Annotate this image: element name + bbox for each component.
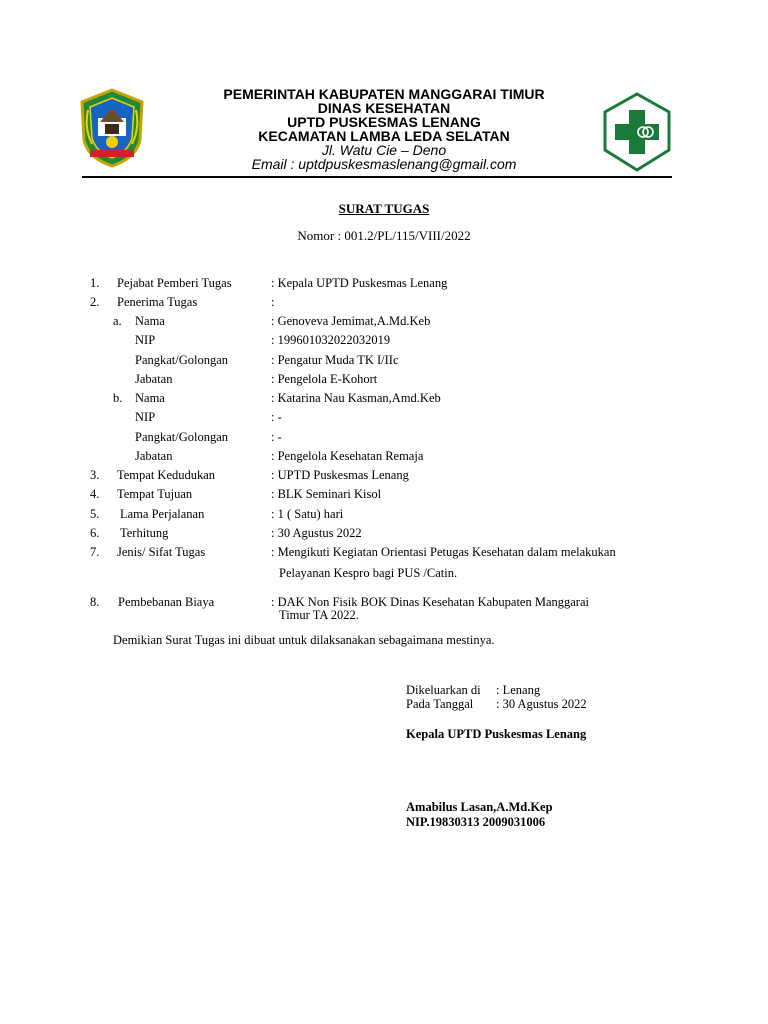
item-label: Tempat Tujuan <box>117 487 193 501</box>
field-value: : Pengatur Muda TK I/IIc <box>271 353 399 367</box>
field-label: NIP <box>135 410 156 424</box>
signer-name: Amabilus Lasan,A.Md.Kep <box>406 800 553 814</box>
field-value: : Katarina Nau Kasman,Amd.Keb <box>271 391 441 405</box>
document-number: Nomor : 001.2/PL/115/VIII/2022 <box>297 228 471 243</box>
item-label: Tempat Kedudukan <box>117 468 216 482</box>
item-number: 7. <box>90 545 100 559</box>
item-value: : UPTD Puskesmas Lenang <box>271 468 409 482</box>
issued-at-value: : Lenang <box>496 683 541 697</box>
item-value-continued: Timur TA 2022. <box>279 608 359 622</box>
item-label: Pejabat Pemberi Tugas <box>117 276 232 290</box>
field-value: : Genoveva Jemimat,A.Md.Keb <box>271 314 431 328</box>
field-label: NIP <box>135 333 156 347</box>
puskesmas-cross-logo <box>603 92 671 172</box>
header-unit: UPTD PUSKESMAS LENANG <box>287 114 481 130</box>
header-email: Email : uptdpuskesmaslenang@gmail.com <box>251 156 517 172</box>
signer-position: Kepala UPTD Puskesmas Lenang <box>406 727 587 741</box>
item-number: 2. <box>90 295 100 309</box>
item-value: : Mengikuti Kegiatan Orientasi Petugas Kesehatan dalam melakukan <box>271 545 616 559</box>
item-number: 4. <box>90 487 100 501</box>
item-label: Lama Perjalanan <box>120 507 205 521</box>
item-number: 5. <box>90 507 100 521</box>
header-address: Jl. Watu Cie – Deno <box>321 142 447 158</box>
field-label: Jabatan <box>135 372 173 386</box>
field-label: Nama <box>135 391 165 405</box>
field-label: Nama <box>135 314 165 328</box>
item-number: 3. <box>90 468 100 482</box>
field-value: : Pengelola E-Kohort <box>271 372 378 386</box>
item-label: Pembebanan Biaya <box>118 595 215 609</box>
issued-date-label: Pada Tanggal <box>406 697 474 711</box>
item-number: 1. <box>90 276 100 290</box>
field-label: Pangkat/Golongan <box>135 353 229 367</box>
item-value: : 30 Agustus 2022 <box>271 526 362 540</box>
item-label: Penerima Tugas <box>117 295 198 309</box>
issued-date-value: : 30 Agustus 2022 <box>496 697 587 711</box>
item-value: : BLK Seminari Kisol <box>271 487 382 501</box>
closing-statement: Demikian Surat Tugas ini dibuat untuk dilaksanakan sebagaimana mestinya. <box>113 633 495 647</box>
header-department: DINAS KESEHATAN <box>317 100 451 116</box>
item-value: : DAK Non Fisik BOK Dinas Kesehatan Kabupaten Manggarai <box>271 595 589 609</box>
item-value: : <box>271 295 275 309</box>
item-value: : Kepala UPTD Puskesmas Lenang <box>271 276 448 290</box>
item-label: Terhitung <box>120 526 169 540</box>
document-title: SURAT TUGAS <box>338 201 430 216</box>
item-label: Jenis/ Sifat Tugas <box>117 545 206 559</box>
field-value: : - <box>271 430 282 444</box>
issued-at-label: Dikeluarkan di <box>406 683 481 697</box>
field-value: : 199601032022032019 <box>271 333 391 347</box>
item-number: 8. <box>90 595 100 609</box>
recipient-letter: b. <box>113 391 123 405</box>
item-value: : 1 ( Satu) hari <box>271 507 344 521</box>
regency-emblem-logo <box>78 88 146 168</box>
header-district: KECAMATAN LAMBA LEDA SELATAN <box>258 128 510 144</box>
signer-nip: NIP.19830313 2009031006 <box>406 815 546 829</box>
item-number: 6. <box>90 526 100 540</box>
item-value-continued: Pelayanan Kespro bagi PUS /Catin. <box>279 566 458 580</box>
field-value: : Pengelola Kesehatan Remaja <box>271 449 424 463</box>
recipient-letter: a. <box>113 314 122 328</box>
field-label: Pangkat/Golongan <box>135 430 229 444</box>
field-label: Jabatan <box>135 449 173 463</box>
header-government: PEMERINTAH KABUPATEN MANGGARAI TIMUR <box>223 86 545 102</box>
header-divider <box>82 176 672 178</box>
field-value: : - <box>271 410 282 424</box>
